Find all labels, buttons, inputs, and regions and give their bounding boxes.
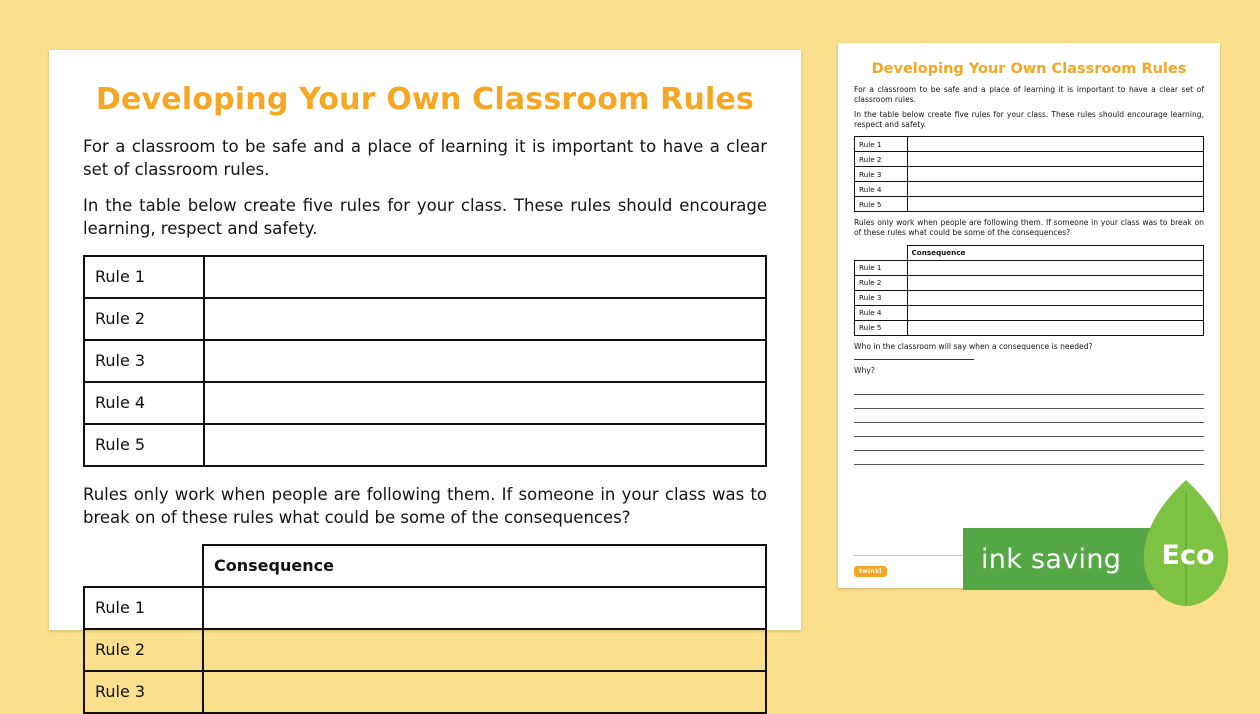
rule-label: Rule 3 (855, 290, 908, 305)
rule-label: Rule 5 (855, 320, 908, 335)
consequence-answer-cell[interactable] (907, 320, 1204, 335)
rule-label: Rule 2 (84, 298, 204, 340)
rule-answer-cell[interactable] (908, 167, 1204, 182)
table-row (855, 275, 1204, 290)
thumbnail-intro-paragraph-2: In the table below create five rules for your class. These rules should encourage learning, respect and safety. (854, 109, 1204, 129)
table-row (84, 298, 766, 340)
rule-label: Rule 3 (84, 340, 204, 382)
thumbnail-page-title: Developing Your Own Classroom Rules (871, 61, 1187, 77)
table-header-row (855, 245, 1204, 260)
twinkl-logo: twinkl (854, 566, 887, 577)
table-row (84, 671, 766, 713)
consequence-answer-cell[interactable] (907, 275, 1204, 290)
rule-answer-cell[interactable] (204, 256, 766, 298)
rule-answer-cell[interactable] (204, 298, 766, 340)
consequences-prompt: Rules only work when people are following them. If someone in your class was to break on of these rules what could be some of the consequences? (83, 484, 767, 528)
thumbnail-consequences-table (854, 245, 1204, 336)
table-row (84, 382, 766, 424)
rule-answer-cell[interactable] (908, 137, 1204, 152)
thumbnail-question-row (854, 342, 1204, 360)
rule-label: Rule 2 (855, 152, 908, 167)
rule-label: Rule 1 (855, 137, 908, 152)
table-row (855, 182, 1204, 197)
rule-label: Rule 4 (84, 382, 204, 424)
rule-label: Rule 4 (855, 305, 908, 320)
rule-label: Rule 3 (84, 671, 203, 713)
rule-answer-cell[interactable] (908, 197, 1204, 212)
intro-paragraph-2: In the table below create five rules for your class. These rules should encourage learning, respect and safety. (83, 195, 767, 239)
rule-answer-cell[interactable] (204, 340, 766, 382)
rule-label: Rule 5 (855, 197, 908, 212)
table-row (855, 260, 1204, 275)
answer-lines-group (854, 381, 1204, 465)
answer-line[interactable] (854, 381, 1204, 395)
table-row (84, 256, 766, 298)
rule-label: Rule 4 (855, 182, 908, 197)
rule-label: Rule 1 (84, 256, 204, 298)
table-row (855, 290, 1204, 305)
worksheet-preview-large[interactable] (49, 50, 801, 702)
table-row (855, 167, 1204, 182)
rule-label: Rule 2 (855, 275, 908, 290)
blank-corner-cell (855, 245, 908, 260)
rule-label: Rule 1 (855, 260, 908, 275)
consequence-answer-cell[interactable] (907, 260, 1204, 275)
intro-paragraph-1: For a classroom to be safe and a place of learning it is important to have a clear set of classroom rules. (83, 137, 767, 180)
why-label: Why? (854, 365, 875, 375)
answer-line[interactable] (854, 409, 1204, 423)
table-row (855, 320, 1204, 335)
consequences-table (83, 544, 767, 714)
table-row (84, 424, 766, 466)
page-title: Developing Your Own Classroom Rules (95, 82, 755, 117)
consequence-column-header: Consequence (203, 545, 766, 587)
thumbnail-consequences-prompt: Rules only work when people are following them. If someone in your class was to break on of these rules what could be some of the consequences? (854, 218, 1204, 238)
rules-table (83, 255, 767, 467)
rule-label: Rule 5 (84, 424, 204, 466)
blank-corner-cell (84, 545, 203, 587)
rule-answer-cell[interactable] (204, 382, 766, 424)
table-row (84, 629, 766, 671)
rule-answer-cell[interactable] (908, 152, 1204, 167)
consequence-answer-cell[interactable] (203, 671, 766, 713)
consequence-answer-cell[interactable] (907, 305, 1204, 320)
rule-label: Rule 1 (84, 587, 203, 629)
rule-answer-cell[interactable] (908, 182, 1204, 197)
table-row (855, 197, 1204, 212)
table-row (84, 587, 766, 629)
table-row (84, 340, 766, 382)
table-row (855, 305, 1204, 320)
thumbnail-rules-table (854, 136, 1204, 212)
answer-line[interactable] (854, 395, 1204, 409)
consequence-column-header: Consequence (907, 245, 1204, 260)
table-header-row (84, 545, 766, 587)
spacer (83, 467, 767, 483)
rule-answer-cell[interactable] (204, 424, 766, 466)
answer-line[interactable] (854, 437, 1204, 451)
ink-saving-label: ink saving (981, 543, 1122, 575)
table-row (855, 137, 1204, 152)
answer-line[interactable] (854, 423, 1204, 437)
table-row (855, 152, 1204, 167)
consequence-answer-cell[interactable] (203, 587, 766, 629)
consequence-answer-cell[interactable] (907, 290, 1204, 305)
rule-label: Rule 3 (855, 167, 908, 182)
rule-label: Rule 2 (84, 629, 203, 671)
answer-line[interactable] (854, 351, 974, 360)
eco-label: Eco (1161, 540, 1215, 571)
thumbnail-intro-paragraph-1: For a classroom to be safe and a place of learning it is important to have a clear set of classroom rules. (854, 85, 1204, 105)
answer-line[interactable] (854, 451, 1204, 465)
question-text: Who in the classroom will say when a consequence is needed? (854, 341, 1093, 351)
consequence-answer-cell[interactable] (203, 629, 766, 671)
